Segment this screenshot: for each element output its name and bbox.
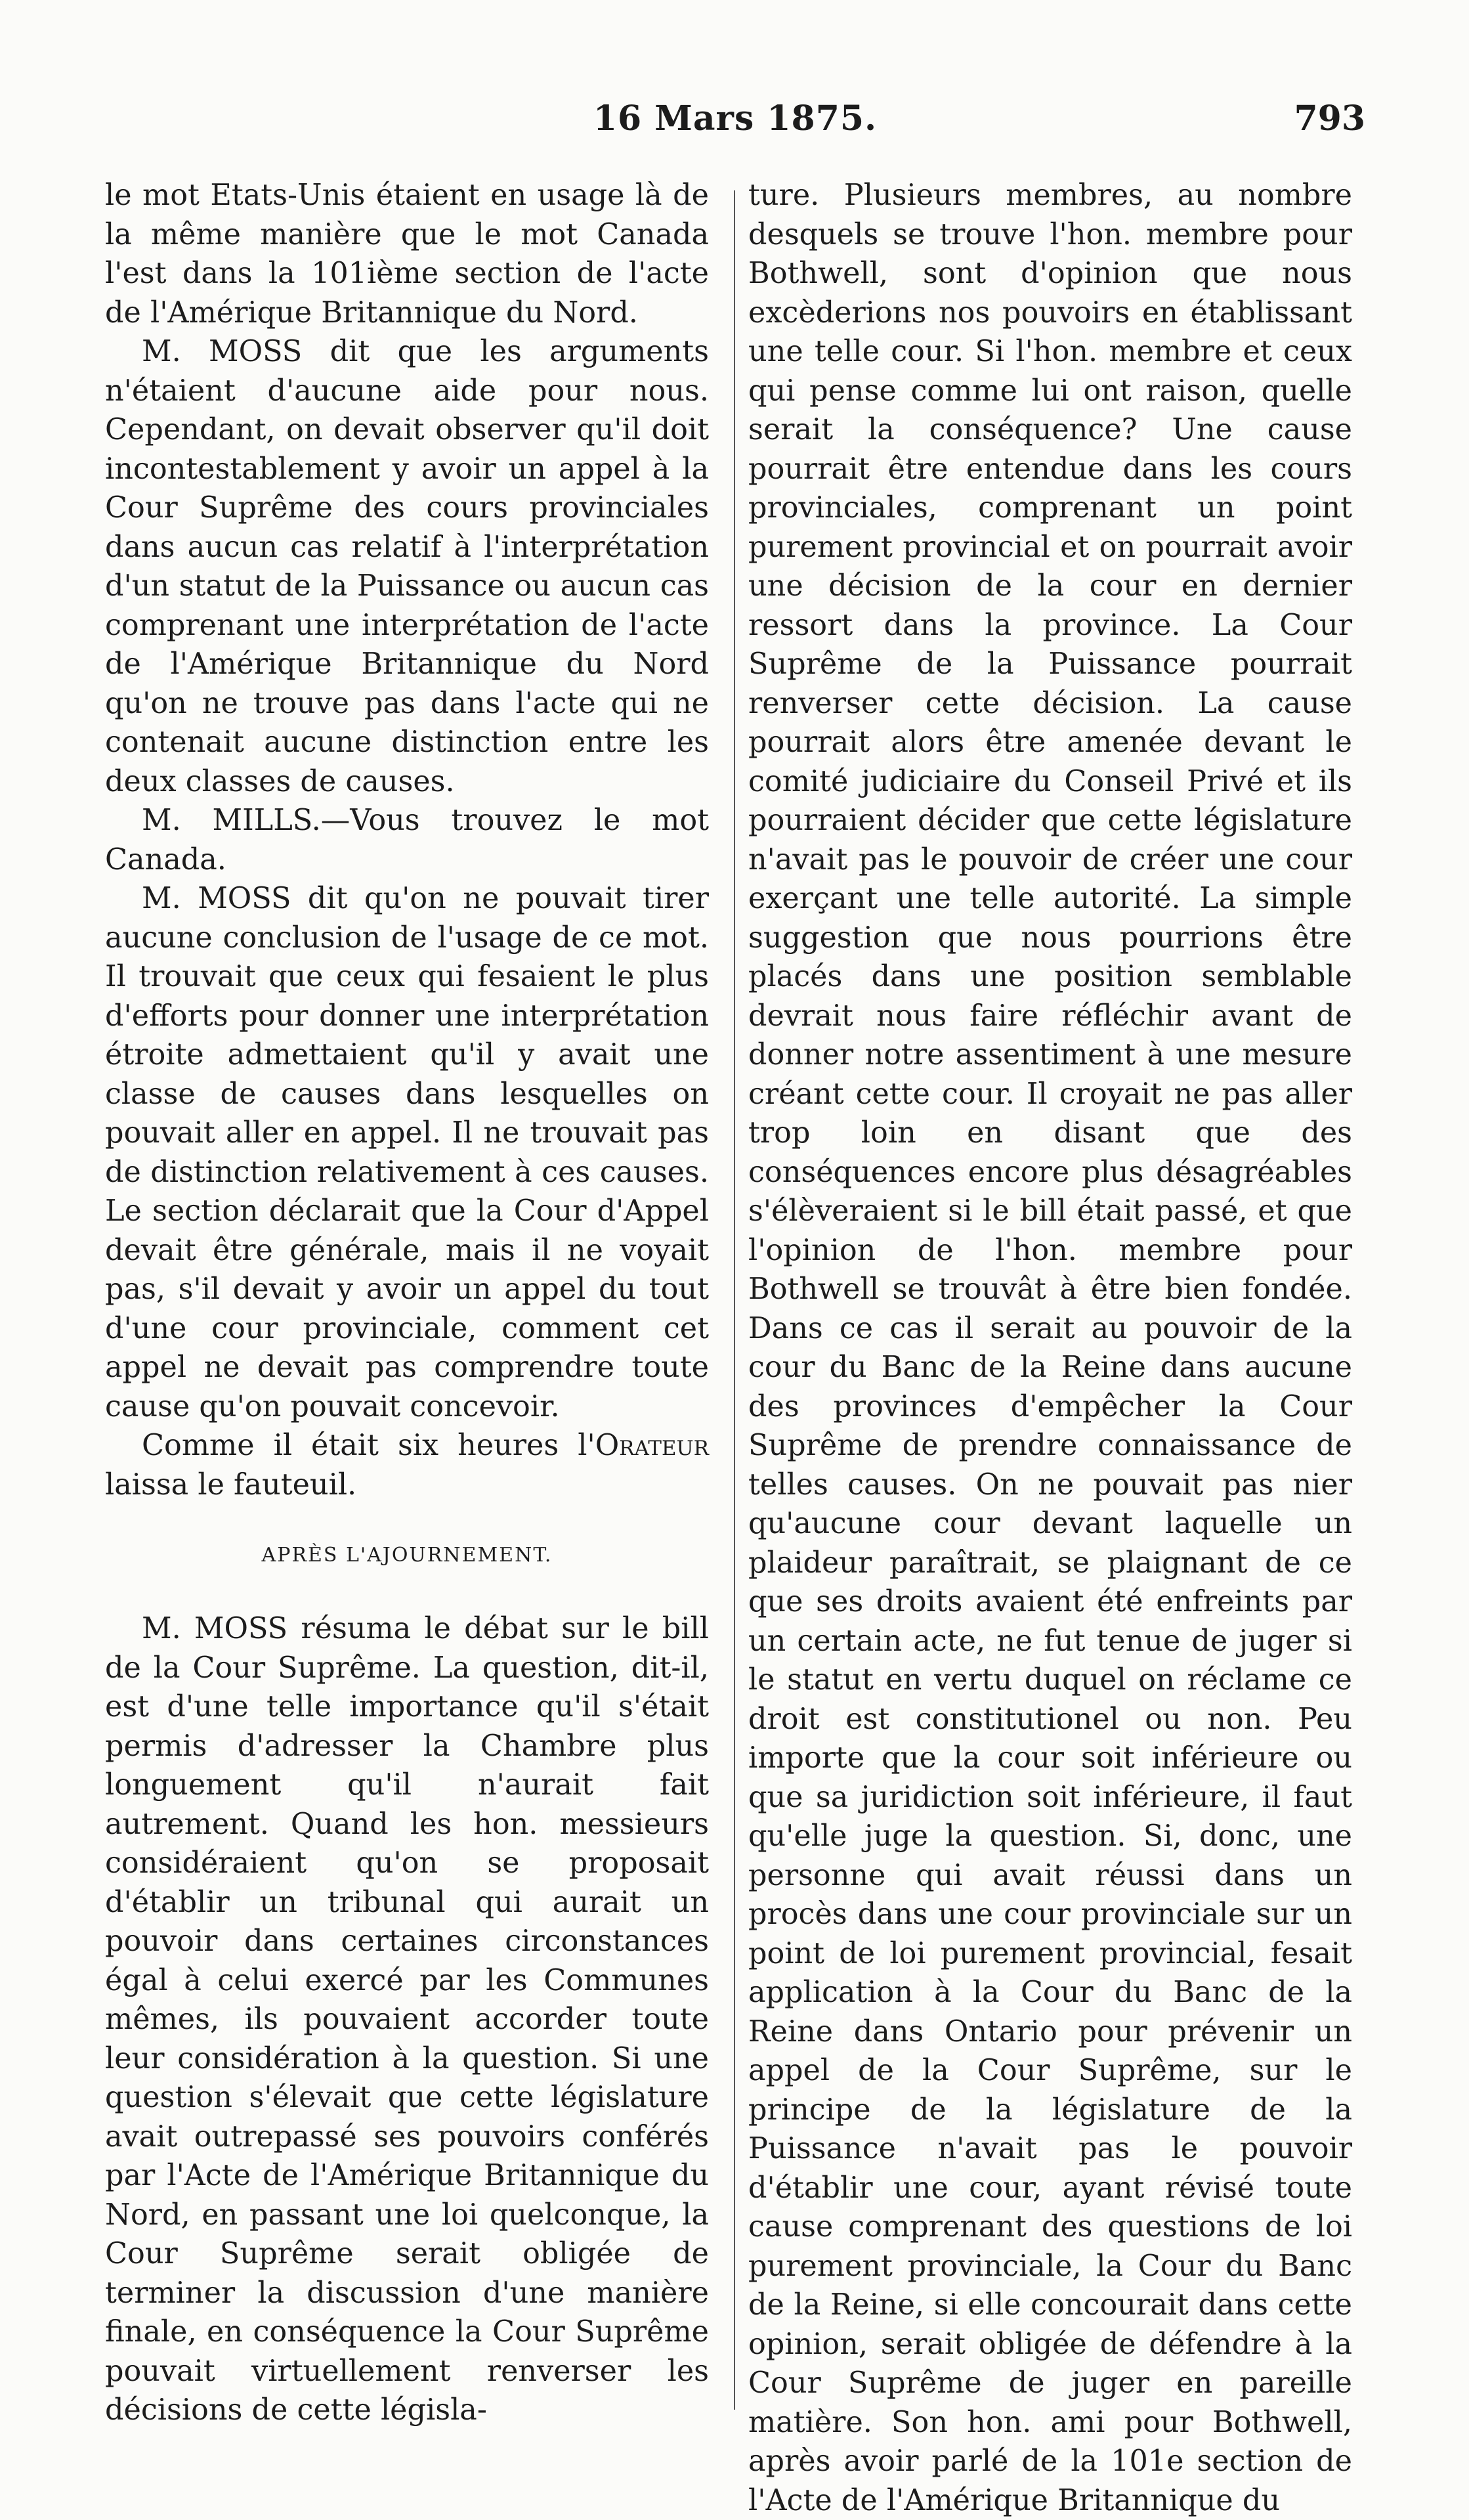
speaker-name: Orateur (595, 1429, 709, 1462)
paragraph: M. MOSS résuma le débat sur le bill de la Cour Suprême. La question, dit-il, est d'une telle importance qu'il s'était permis d'adresser la Chambre plus longuement qu'il n'aurait fait autrement. Quand les hon. messieurs considéraient qu'on se proposait d'établir un tribunal qui aurait un pouvoir dans certaines circonstances égal à celui exercé par les Communes mêmes, ils pouvaient accorder toute leur considération à la question. Si une question s'élevait que cette législature avait outrepassé ses pouvoirs conférés par l'Acte de l'Amérique Britannique du Nord, en passant une loi quelconque, la Cour Suprême serait obligée de terminer la discussion d'une manière finale, en conséquence la Cour Suprême pouvait virtuellement renverser les décisions de cette législa- (105, 1612, 709, 2427)
paragraph-text: laissa le fauteuil. (105, 1467, 357, 1502)
right-column (748, 176, 1352, 2517)
paragraph (105, 1426, 709, 1504)
left-column (105, 176, 709, 2427)
column-divider (734, 190, 735, 2410)
section-heading: APRÈS L'AJOURNEMENT. (261, 1544, 553, 1567)
paragraph: M. MOSS dit qu'on ne pouvait tirer aucune conclusion de l'usage de ce mot. Il trouvait que ceux qui fesaient le plus d'efforts pour donner une interprétation étroite admettaient qu'il y avait une classe de causes dans lesquelles on pouvait aller en appel. Il ne trouvait pas de distinction relativement à ces causes. Le section déclarait que la Cour d'Appel devait être générale, mais il ne voyait pas, s'il devait y avoir un appel du tout d'une cour provinciale, comment cet appel ne devait pas comprendre toute cause qu'on pouvait concevoir. (105, 882, 709, 1423)
paragraph: M. MILLS.—Vous trouvez le mot Canada. (105, 804, 709, 877)
page-header (105, 98, 1365, 158)
paragraph: ture. Plusieurs membres, au nombre desquels se trouve l'hon. membre pour Bothwell, sont d'opinion que nous excèderions nos pouvoirs en établissant une telle cour. Si l'hon. membre et ceux qui pense comme lui ont raison, quelle serait la conséquence? Une cause pourrait être entendue dans les cours provinciales, comprenant un point purement provincial et on pourrait avoir une décision de la cour en dernier ressort dans la province. La Cour Suprême de la Puissance pourrait renverser cette décision. La cause pourrait alors être amenée devant le comité judiciaire du Conseil Privé et ils pourraient décider que cette législature n'avait pas le pouvoir de créer une cour exerçant une telle autorité. La simple suggestion que nous pourrions être placés dans une position semblable devrait nous faire réfléchir avant de donner notre assentiment à une mesure créant cette cour. Il croyait ne pas aller trop loin en disant que des conséquences encore plus désagréables s'élèveraient si le bill était passé, et que l'opinion de l'hon. membre pour Bothwell se trouvât à être bien fondée. Dans ce cas il serait au pouvoir de la cour du Banc de la Reine dans aucune des provinces d'empêcher la Cour Suprême de prendre connaissance de telles causes. On ne pouvait pas nier qu'aucune cour devant laquelle un plaideur paraîtrait, se plaignant de ce que ses droits avaient été enfreints par un certain acte, ne fut tenue de juger si le statut en vertu duquel on réclame ce droit est constitutionel ou non. Peu importe que la cour soit inférieure ou que sa juridiction soit inférieure, il faut qu'elle juge la question. Si, donc, une personne qui avait réussi dans un procès dans une cour provinciale sur un point de loi purement provincial, fesait application à la Cour du Banc de la Reine dans Ontario pour prévenir un appel de la Cour Suprême, sur le principe de la législature de la Puissance n'avait pas le pouvoir d'établir une cour, ayant révisé toute cause comprenant des questions de loi purement provinciale, la Cour du Banc de la Reine, si elle concourait dans cette opinion, serait obligée de défendre à la Cour Suprême de juger en pareille matière. Son hon. ami pour Bothwell, après avoir parlé de la 101e section de l'Acte de l'Amérique Britannique du (748, 179, 1352, 2517)
page-number: 793 (1294, 98, 1365, 139)
paragraph: M. MOSS dit que les arguments n'étaient d'aucune aide pour nous. Cependant, on devait observer qu'il doit incontestablement y avoir un appel à la Cour Suprême des cours provinciales dans aucun cas relatif à l'interprétation d'un statut de la Puissance ou aucun cas comprenant une interprétation de l'acte de l'Amérique Britannique du Nord qu'on ne trouve pas dans l'acte qui ne contenait aucune distinction entre les deux classes de causes. (105, 335, 709, 798)
paragraph-text: Comme il était six heures l' (142, 1429, 595, 1462)
header-date: 16 Mars 1875. (593, 98, 878, 139)
paragraph: le mot Etats-Unis étaient en usage là de la même manière que le mot Canada l'est dans la 101ième section de l'acte de l'Amérique Britannique du Nord. (105, 179, 709, 330)
